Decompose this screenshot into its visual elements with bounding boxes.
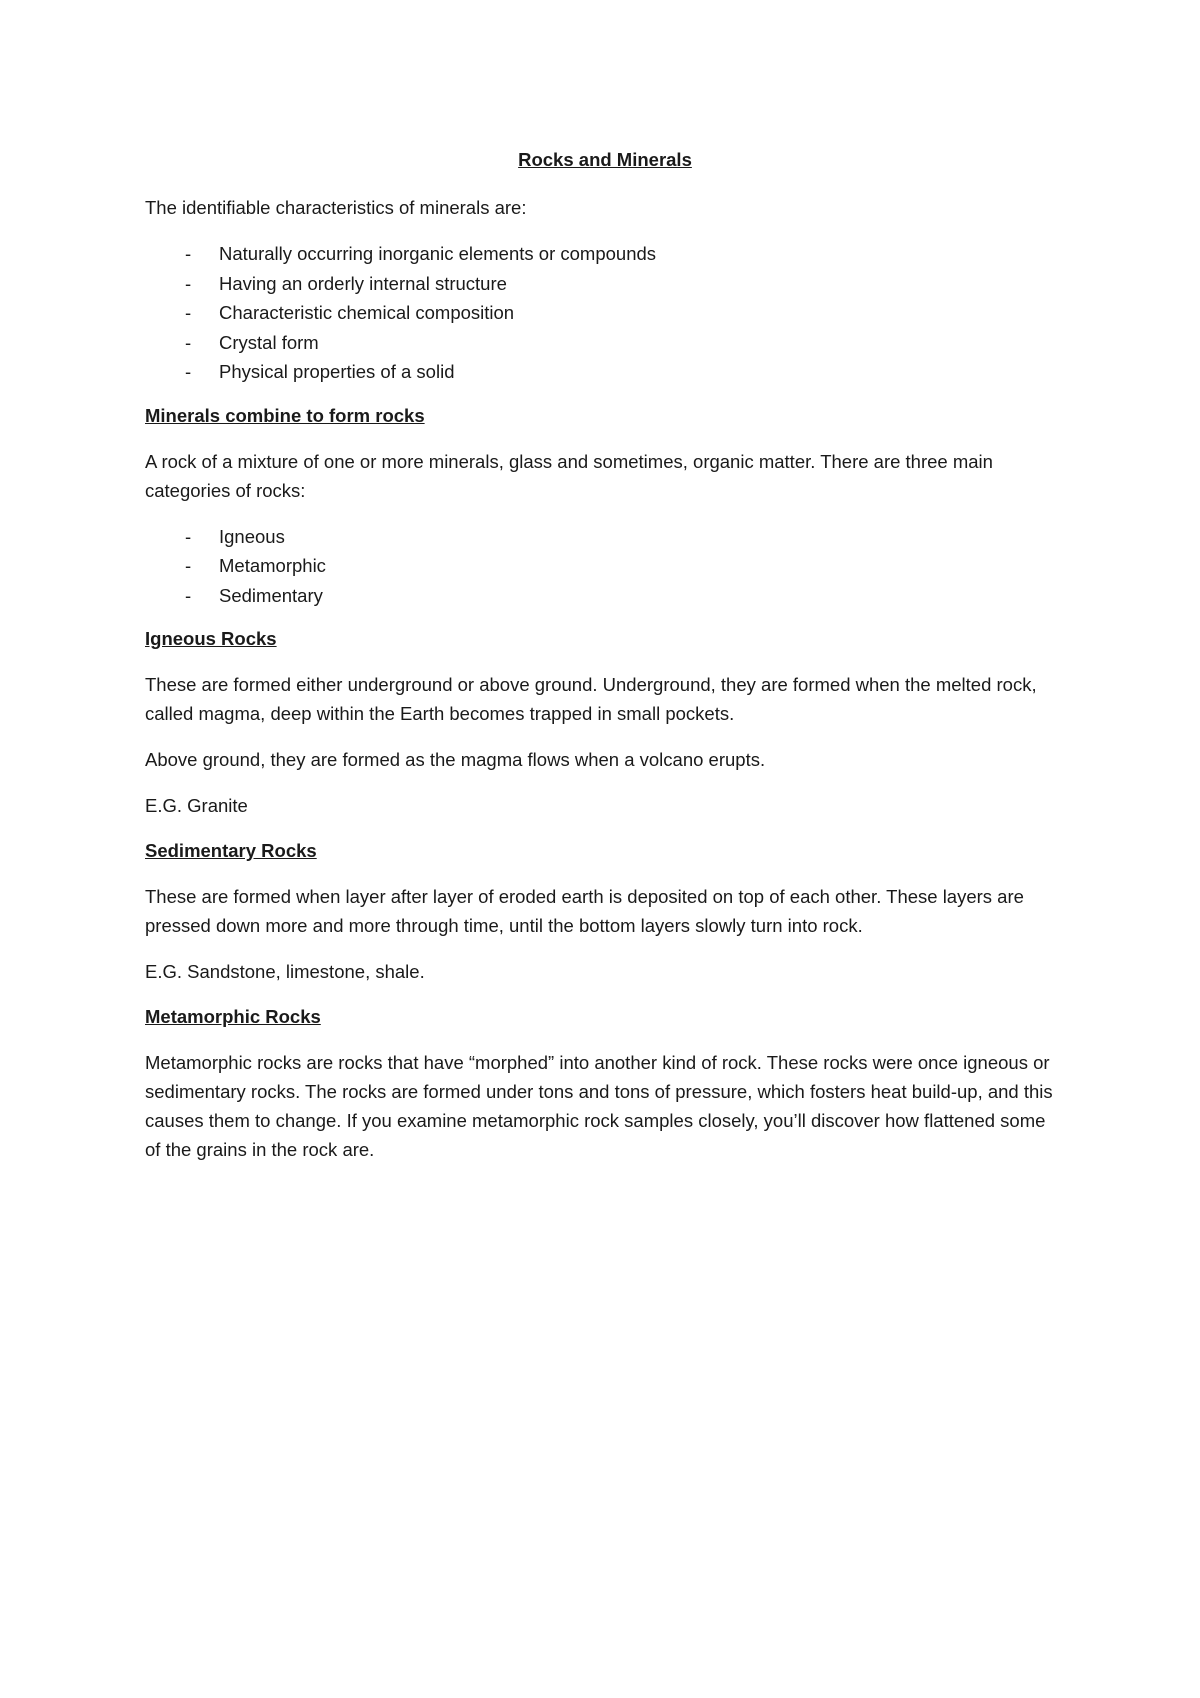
combine-paragraph: A rock of a mixture of one or more minerals, glass and sometimes, organic matter. There are three main categories of rocks: [145, 450, 993, 501]
document-body [145, 146, 1065, 1181]
dash-bullet: - [185, 584, 192, 606]
dash-bullet: - [185, 272, 192, 294]
dash-bullet: - [185, 361, 192, 382]
igneous-paragraph-2: Above ground, they are formed as the magma flows when a volcano erupts. [145, 749, 766, 770]
rock-categories-list [145, 522, 1065, 611]
igneous-paragraph-1: These are formed either underground or above ground. Underground, they are formed when the melted rock, called magma, deep within the Earth becomes trapped in small pockets. [145, 674, 1037, 724]
dash-bullet: - [185, 331, 192, 353]
list-item-text: Crystal form [219, 331, 319, 353]
section-heading-sedimentary: Sedimentary Rocks [145, 840, 317, 861]
list-item [145, 298, 1065, 328]
list-item [145, 269, 1065, 299]
section-heading-metamorphic: Metamorphic Rocks [145, 1006, 321, 1027]
list-item [145, 581, 1065, 611]
igneous-example: E.G. Granite [145, 795, 248, 816]
list-item-text: Physical properties of a solid [219, 361, 455, 382]
document-title: Rocks and Minerals [518, 149, 692, 170]
dash-bullet: - [185, 555, 192, 576]
dash-bullet: - [185, 243, 192, 264]
section-heading-igneous: Igneous Rocks [145, 628, 277, 649]
dash-bullet: - [185, 302, 192, 323]
list-item [145, 551, 1065, 581]
dash-bullet: - [185, 525, 192, 547]
metamorphic-paragraph: Metamorphic rocks are rocks that have “morphed” into another kind of rock. These rocks were once igneous or sedimentary rocks. The rocks are formed under tons and tons of pressure, which fosters heat build-up, and this causes them to change. If you examine metamorphic rock samples closely, you’ll discover how flattened some of the grains in the rock are. [145, 1052, 1053, 1160]
list-item-text: Characteristic chemical composition [219, 302, 515, 323]
sedimentary-example: E.G. Sandstone, limestone, shale. [145, 961, 425, 982]
list-item-text: Metamorphic [219, 555, 326, 576]
list-item-text: Igneous [219, 525, 285, 547]
list-item [145, 357, 1065, 387]
intro-paragraph: The identifiable characteristics of minerals are: [145, 197, 527, 218]
list-item [145, 239, 1065, 269]
list-item [145, 328, 1065, 358]
list-item-text: Naturally occurring inorganic elements or compounds [219, 243, 657, 264]
list-item-text: Having an orderly internal structure [219, 272, 507, 294]
characteristics-list [145, 239, 1065, 387]
list-item-text: Sedimentary [219, 584, 323, 606]
sedimentary-paragraph: These are formed when layer after layer of eroded earth is deposited on top of each other. These layers are pressed down more and more through time, until the bottom layers slowly turn into rock. [145, 886, 1024, 936]
section-heading-combine: Minerals combine to form rocks [145, 404, 425, 426]
list-item [145, 522, 1065, 552]
